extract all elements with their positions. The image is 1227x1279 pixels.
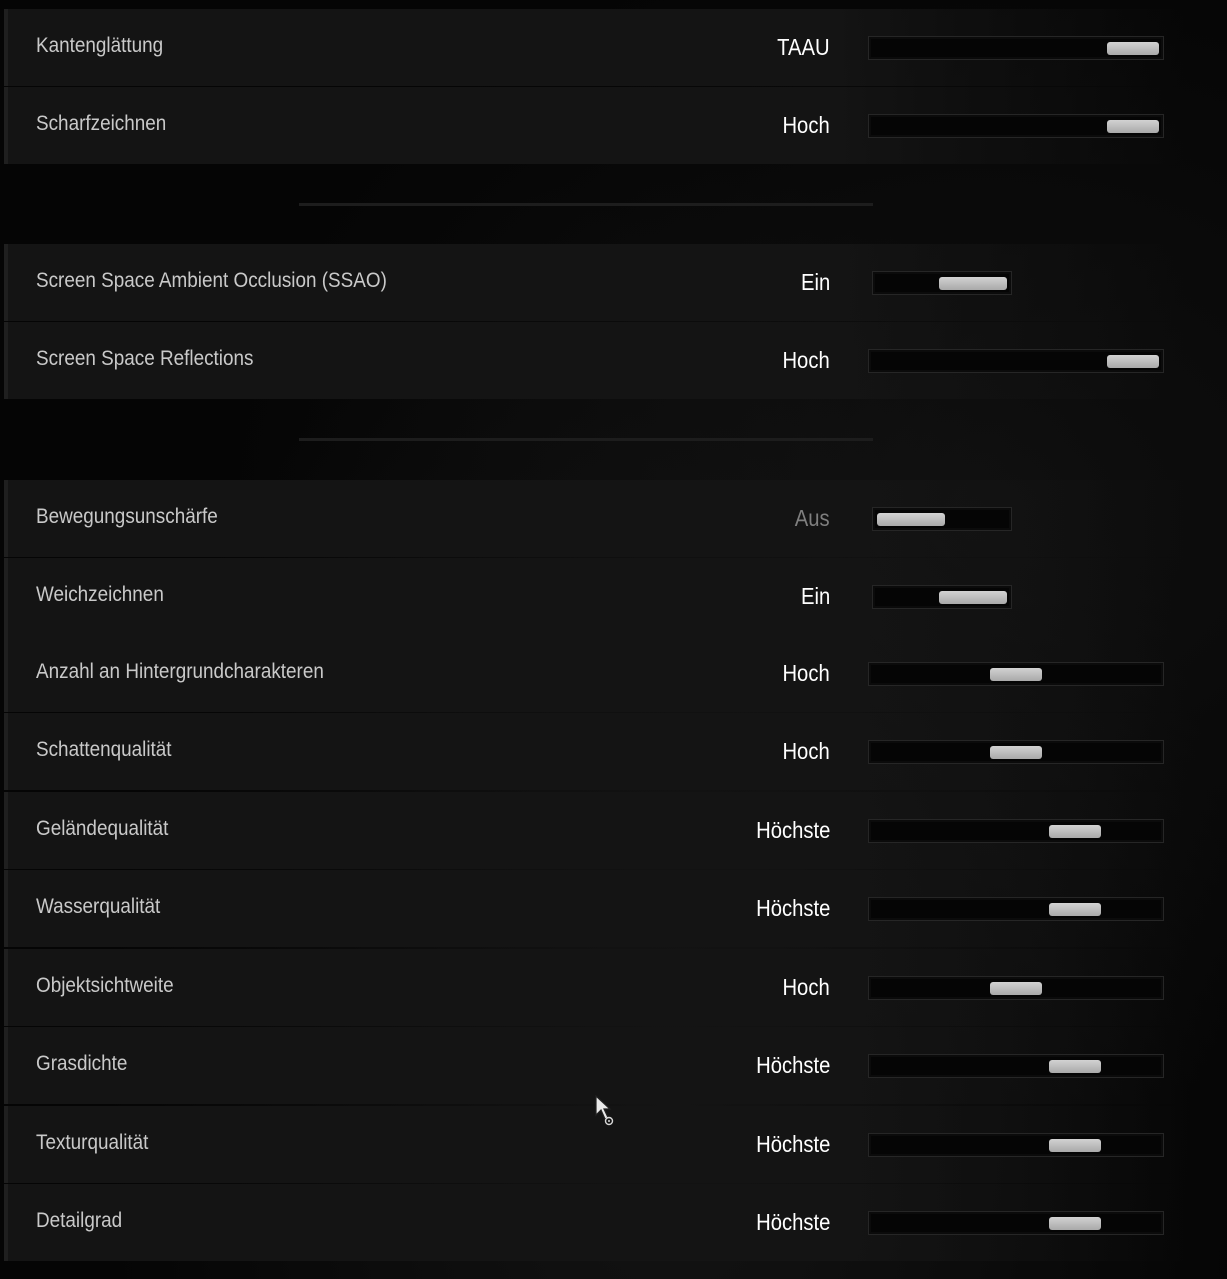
setting-slider[interactable] — [868, 976, 1164, 1000]
slider-thumb[interactable] — [990, 982, 1042, 995]
setting-row-grass-density[interactable] — [4, 1027, 1184, 1104]
setting-row-soft-focus[interactable] — [4, 558, 1184, 635]
setting-toggle[interactable] — [872, 585, 1012, 609]
setting-row-object-distance[interactable] — [4, 949, 1184, 1026]
slider-thumb[interactable] — [1049, 903, 1101, 916]
setting-label: Screen Space Ambient Occlusion (SSAO) — [36, 269, 387, 292]
setting-value: Hoch — [782, 660, 830, 686]
setting-label: Weichzeichnen — [36, 583, 164, 606]
slider-thumb[interactable] — [1107, 120, 1159, 133]
toggle-thumb[interactable] — [939, 277, 1007, 290]
slider-thumb[interactable] — [1107, 42, 1159, 55]
setting-label: Objektsichtweite — [36, 974, 174, 997]
setting-toggle[interactable] — [872, 271, 1012, 295]
setting-row-texture-quality[interactable] — [4, 1106, 1184, 1183]
setting-label: Kantenglättung — [36, 34, 164, 57]
setting-row-ssr[interactable] — [4, 322, 1184, 399]
setting-row-shadow-quality[interactable] — [4, 713, 1184, 790]
setting-label: Texturqualität — [36, 1131, 149, 1154]
setting-toggle[interactable] — [872, 507, 1012, 531]
setting-value: Ein — [800, 583, 830, 609]
setting-label: Bewegungsunschärfe — [36, 505, 218, 528]
setting-row-background-characters[interactable] — [4, 635, 1184, 712]
setting-value: Höchste — [755, 1052, 830, 1078]
slider-thumb[interactable] — [1049, 1060, 1101, 1073]
slider-thumb[interactable] — [1049, 1217, 1101, 1230]
setting-label: Anzahl an Hintergrundcharakteren — [36, 660, 324, 683]
setting-label: Wasserqualität — [36, 895, 161, 918]
setting-slider[interactable] — [868, 114, 1164, 138]
toggle-thumb[interactable] — [877, 513, 945, 526]
toggle-thumb[interactable] — [939, 591, 1007, 604]
setting-slider[interactable] — [868, 1211, 1164, 1235]
setting-label: Scharfzeichnen — [36, 112, 167, 135]
setting-value: Höchste — [755, 895, 830, 921]
setting-value: Höchste — [755, 817, 830, 843]
setting-label: Geländequalität — [36, 817, 169, 840]
setting-slider[interactable] — [868, 1054, 1164, 1078]
setting-value: Hoch — [782, 112, 830, 138]
setting-row-water-quality[interactable] — [4, 870, 1184, 947]
setting-label: Screen Space Reflections — [36, 347, 254, 370]
section-divider — [299, 203, 873, 206]
setting-slider[interactable] — [868, 740, 1164, 764]
setting-row-antialiasing[interactable] — [4, 9, 1184, 86]
setting-label: Schattenqualität — [36, 738, 172, 761]
setting-row-detail-level[interactable] — [4, 1184, 1184, 1261]
setting-row-terrain-quality[interactable] — [4, 792, 1184, 869]
setting-label: Detailgrad — [36, 1209, 123, 1232]
slider-thumb[interactable] — [990, 668, 1042, 681]
pointer-cursor-icon — [595, 1095, 617, 1127]
setting-slider[interactable] — [868, 36, 1164, 60]
setting-slider[interactable] — [868, 662, 1164, 686]
setting-label: Grasdichte — [36, 1052, 128, 1075]
setting-row-ssao[interactable] — [4, 244, 1184, 321]
setting-slider[interactable] — [868, 349, 1164, 373]
setting-slider[interactable] — [868, 897, 1164, 921]
setting-slider[interactable] — [868, 1133, 1164, 1157]
slider-thumb[interactable] — [1049, 1139, 1101, 1152]
setting-row-motion-blur[interactable] — [4, 480, 1184, 557]
setting-value: Höchste — [755, 1131, 830, 1157]
setting-value: Höchste — [755, 1209, 830, 1235]
setting-slider[interactable] — [868, 819, 1164, 843]
slider-thumb[interactable] — [1107, 355, 1159, 368]
setting-row-sharpening[interactable] — [4, 87, 1184, 164]
setting-value: Hoch — [782, 974, 830, 1000]
slider-thumb[interactable] — [990, 746, 1042, 759]
slider-thumb[interactable] — [1049, 825, 1101, 838]
setting-value: Ein — [800, 269, 830, 295]
setting-value: TAAU — [777, 34, 830, 60]
setting-value: Hoch — [782, 738, 830, 764]
section-divider — [299, 438, 873, 441]
setting-value: Aus — [795, 505, 830, 531]
setting-value: Hoch — [782, 347, 830, 373]
